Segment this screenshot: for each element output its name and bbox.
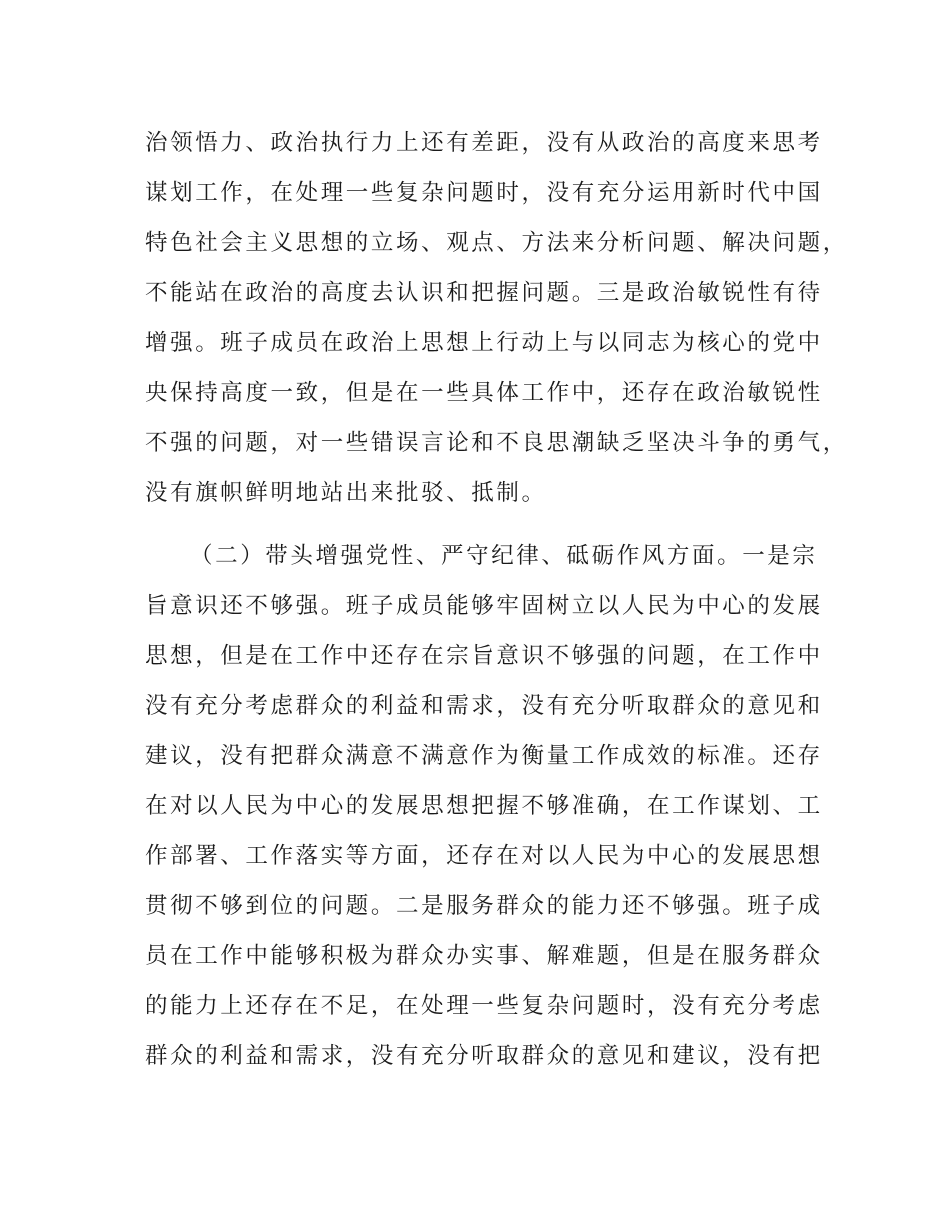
paragraph-1-line-7: 不强的问题，对一些错误言论和不良思潮缺乏坚决斗争的勇气， <box>145 430 848 456</box>
paragraph-2-line-11: 群众的利益和需求，没有充分听取群众的意见和建议，没有把 <box>145 1043 823 1069</box>
paragraph-2-line-5: 建议，没有把群众满意不满意作为衡量工作成效的标准。还存 <box>145 743 823 769</box>
paragraph-2-line-9: 员在工作中能够积极为群众办实事、解难题，但是在服务群众 <box>145 943 823 969</box>
paragraph-1-line-6: 央保持高度一致，但是在一些具体工作中，还存在政治敏锐性 <box>145 380 823 406</box>
paragraph-2-line-3: 思想，但是在工作中还存在宗旨意识不够强的问题，在工作中 <box>145 643 823 669</box>
paragraph-2-line-1: （二）带头增强党性、严守纪律、砥砺作风方面。一是宗 <box>190 543 818 569</box>
paragraph-1-line-4: 不能站在政治的高度去认识和把握问题。三是政治敏锐性有待 <box>145 280 823 306</box>
paragraph-2-line-8: 贯彻不够到位的问题。二是服务群众的能力还不够强。班子成 <box>145 893 823 919</box>
paragraph-1-line-2: 谋划工作，在处理一些复杂问题时，没有充分运用新时代中国 <box>145 180 823 206</box>
paragraph-1-line-8: 没有旗帜鲜明地站出来批驳、抵制。 <box>145 480 547 506</box>
paragraph-1-line-3: 特色社会主义思想的立场、观点、方法来分析问题、解决问题， <box>145 230 848 256</box>
paragraph-2-line-6: 在对以人民为中心的发展思想把握不够准确，在工作谋划、工 <box>145 793 823 819</box>
paragraph-2-line-10: 的能力上还存在不足，在处理一些复杂问题时，没有充分考虑 <box>145 993 823 1019</box>
paragraph-1-line-1: 治领悟力、政治执行力上还有差距，没有从政治的高度来思考 <box>145 130 823 156</box>
paragraph-2-line-7: 作部署、工作落实等方面，还存在对以人民为中心的发展思想 <box>145 843 823 869</box>
paragraph-1-line-5: 增强。班子成员在政治上思想上行动上与以同志为核心的党中 <box>145 330 823 356</box>
paragraph-2-line-2: 旨意识还不够强。班子成员能够牢固树立以人民为中心的发展 <box>145 593 823 619</box>
paragraph-2-line-4: 没有充分考虑群众的利益和需求，没有充分听取群众的意见和 <box>145 693 823 719</box>
